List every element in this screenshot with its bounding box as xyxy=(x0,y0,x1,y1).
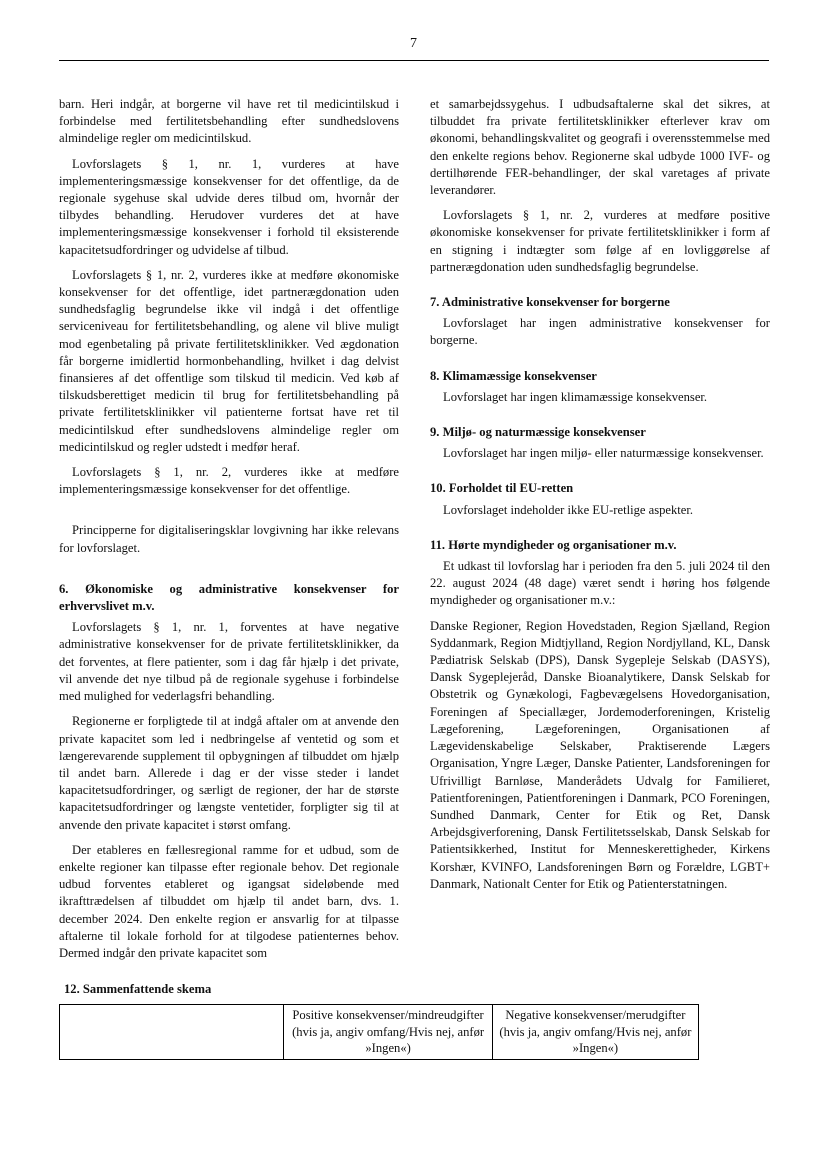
right-column xyxy=(430,96,770,901)
paragraph: Lovforslaget har ingen administrative konsekvenser for borgerne. xyxy=(430,316,770,348)
section-heading: 11. Hørte myndigheder og organisationer m.v. xyxy=(430,537,677,552)
left-column xyxy=(59,96,399,970)
paragraph: Der etableres en fællesregional ramme for et udbud, som de enkelte regioner kan tilpasse efter regionale behov. Det regionale udbud forventes etableret og igangsat sideløbende med ikrafttrædelsen af tilbuddet om hjælp til andet barn, dvs. 1. december 2024. Den enkelte region er ansvarlig for at tilpasse aftalerne til lokale forhold for at tilgodese patienternes behov. Dermed indgår den private kapacitet som xyxy=(59,842,399,960)
section-heading: 9. Miljø- og naturmæssige konsekvenser xyxy=(430,425,646,440)
section-heading: 6. Økonomiske og administrative konsekvenser for erhvervslivet m.v. xyxy=(59,581,399,614)
paragraph: Lovforslaget har ingen klimamæssige konsekvenser. xyxy=(443,389,708,404)
page-number: 7 xyxy=(410,36,417,51)
table-header-negative: Negative konsekvenser/merudgifter (hvis ja, angiv omfang/Hvis nej, anfør »Ingen«) xyxy=(492,1005,698,1060)
paragraph: Lovforslagets § 1, nr. 1, vurderes at have implementeringsmæssige konsekvenser for det offentlige, da de regionale sygehuse skal udvide deres tilbud om, hvornår der tilbydes behandling. Herudover vurderes det at have implementeringsmæssige konsekvenser i forhold til eksisterende kapacitetsudfordringer og udvidelse af tilbud. xyxy=(59,156,399,257)
paragraph: Et udkast til lovforslag har i perioden fra den 5. juli 2024 til den 22. august 2024 (48 dage) været sendt i høring hos følgende myndigheder og organisationer m.v.: xyxy=(430,559,770,608)
paragraph: barn. Heri indgår, at borgerne vil have ret til medicintilskud i forbindelse med fertilitetsbehandling efter sundhedslovens almindelige regler om medicintilskud. xyxy=(59,97,399,146)
section-heading: 7. Administrative konsekvenser for borgerne xyxy=(430,295,670,310)
paragraph: Lovforslagets § 1, nr. 2, vurderes at medføre positive økonomiske konsekvenser for private fertilitetsklinikker i form af en stigning i indtægter som følge af en lovliggørelse af partnerægdonation uden sundhedsfaglig begrundelse. xyxy=(430,208,770,274)
paragraph: Regionerne er forpligtede til at indgå aftaler om at anvende den private kapacitet som led i nedbringelse af ventetid og som et længerevarende supplement til opbygningen af tilbuddet om hjælp til andet barn. Allerede i dag er der visse steder i landet kapacitetsudfordringer, og særligt de regioner, der har de største kapacitetsudfordringer og længste ventetider, forpligter sig til at anvende den private kapacitet i størst omfang. xyxy=(59,714,399,832)
paragraph: Lovforslaget indeholder ikke EU-retlige aspekter. xyxy=(443,502,694,517)
section-heading: 8. Klimamæssige konsekvenser xyxy=(430,368,597,383)
section-heading: 10. Forholdet til EU-retten xyxy=(430,481,574,496)
paragraph: et samarbejdssygehus. I udbudsaftalerne skal det sikres, at tilbuddet fra private fertilitetsklinikker efterlever krav om økonomi, behandlingskvalitet og geografi i overensstemmelse med den enkelte regions behov. Regionerne skal udbyde 1000 IVF- og dertilhørende FER-behandlinger, der skal varetages af private leverandører. xyxy=(430,97,770,198)
table-header-positive: Positive konsekvenser/mindreudgifter (hvis ja, angiv omfang/Hvis nej, anfør »Ingen«) xyxy=(284,1005,492,1060)
header-rule xyxy=(59,60,769,61)
summary-title: 12. Sammenfattende skema xyxy=(64,982,212,996)
paragraph: Principperne for digitaliseringsklar lovgivning har ikke relevans for lovforslaget. xyxy=(59,523,399,555)
table-row xyxy=(60,1005,699,1060)
paragraph: Lovforslagets § 1, nr. 2, vurderes ikke at medføre implementeringsmæssige konsekvenser for det offentlige. xyxy=(59,465,399,497)
paragraph: Lovforslagets § 1, nr. 1, forventes at have negative administrative konsekvenser for de private fertilitetsklinikker, da det forventes, at flere patienter, som i dag får hjælp i det private, vil anvende det nye tilbud på de regionale sygehuse i forbindelse med mulighed for vederlagsfri behandling. xyxy=(59,620,399,704)
paragraph: Lovforslagets § 1, nr. 2, vurderes ikke at medføre økonomiske konsekvenser for det offentlige, idet partnerægdonation uden sundhedsfaglig begrundelse ikke vil indgå i det offentlige serviceniveau for fertilitetsbehandling, og alene vil blive muligt mod egenbetaling på private fertilitetsklinikker. Ved ægdonation får borgerne imidlertid hormonbehandling, hvilket i dag delvist finansieres af det offentlige som tilskud til medicin. Ved køb af tilskudsberettiget medicin til brug for fertilitetsbehandling på private fertilitetsklinikker vil patienterne fortsat have ret til medicintilskud efter sundhedslovens almindelige regler om medicintilskud og regler udstedt i medfør heraf. xyxy=(59,267,399,454)
summary-table xyxy=(59,1004,699,1060)
paragraph: Danske Regioner, Region Hovedstaden, Region Sjælland, Region Syddanmark, Region Midtjylland, Region Nordjylland, KL, Dansk Pædiatrisk Selskab (DPS), Dansk Sygepleje Selskab (DASYS), Dansk Sygeplejeråd, Danske Bioanalytikere, Dansk Selskab for Obstetrik og Gynækologi, Fagbevægelsens Hovedorganisation, Foreningen af Speciallæger, Jordemoderforeningen, Kristelig Lægeforening, Lægeforeningen, Organisationen af Lægevidenskabelige Selskaber, Praktiserende Lægers Organisation, Yngre Læger, Danske Patienter, Landsforeningen for Ufrivilligt Barnløse, Manderådets Udvalg for Familieret, Patientforeningen, Patientforeningen i Danmark, PCO Foreningen, Sundhed Danmark, Center for Etik og Ret, Dansk Arbejdsgiverforening, Dansk Fertilitetsselskab, Dansk Selskab for Patientsikkerhed, Institut for Menneskerettigheder, Kirkens Korshær, KVINFO, Landsforeningen Børn og Forældre, LGBT+ Danmark, Nationalt Center for Etik og Patienterstatningen. xyxy=(430,618,770,891)
paragraph: Lovforslaget har ingen miljø- eller naturmæssige konsekvenser. xyxy=(443,446,764,461)
table-cell-empty xyxy=(60,1005,284,1060)
